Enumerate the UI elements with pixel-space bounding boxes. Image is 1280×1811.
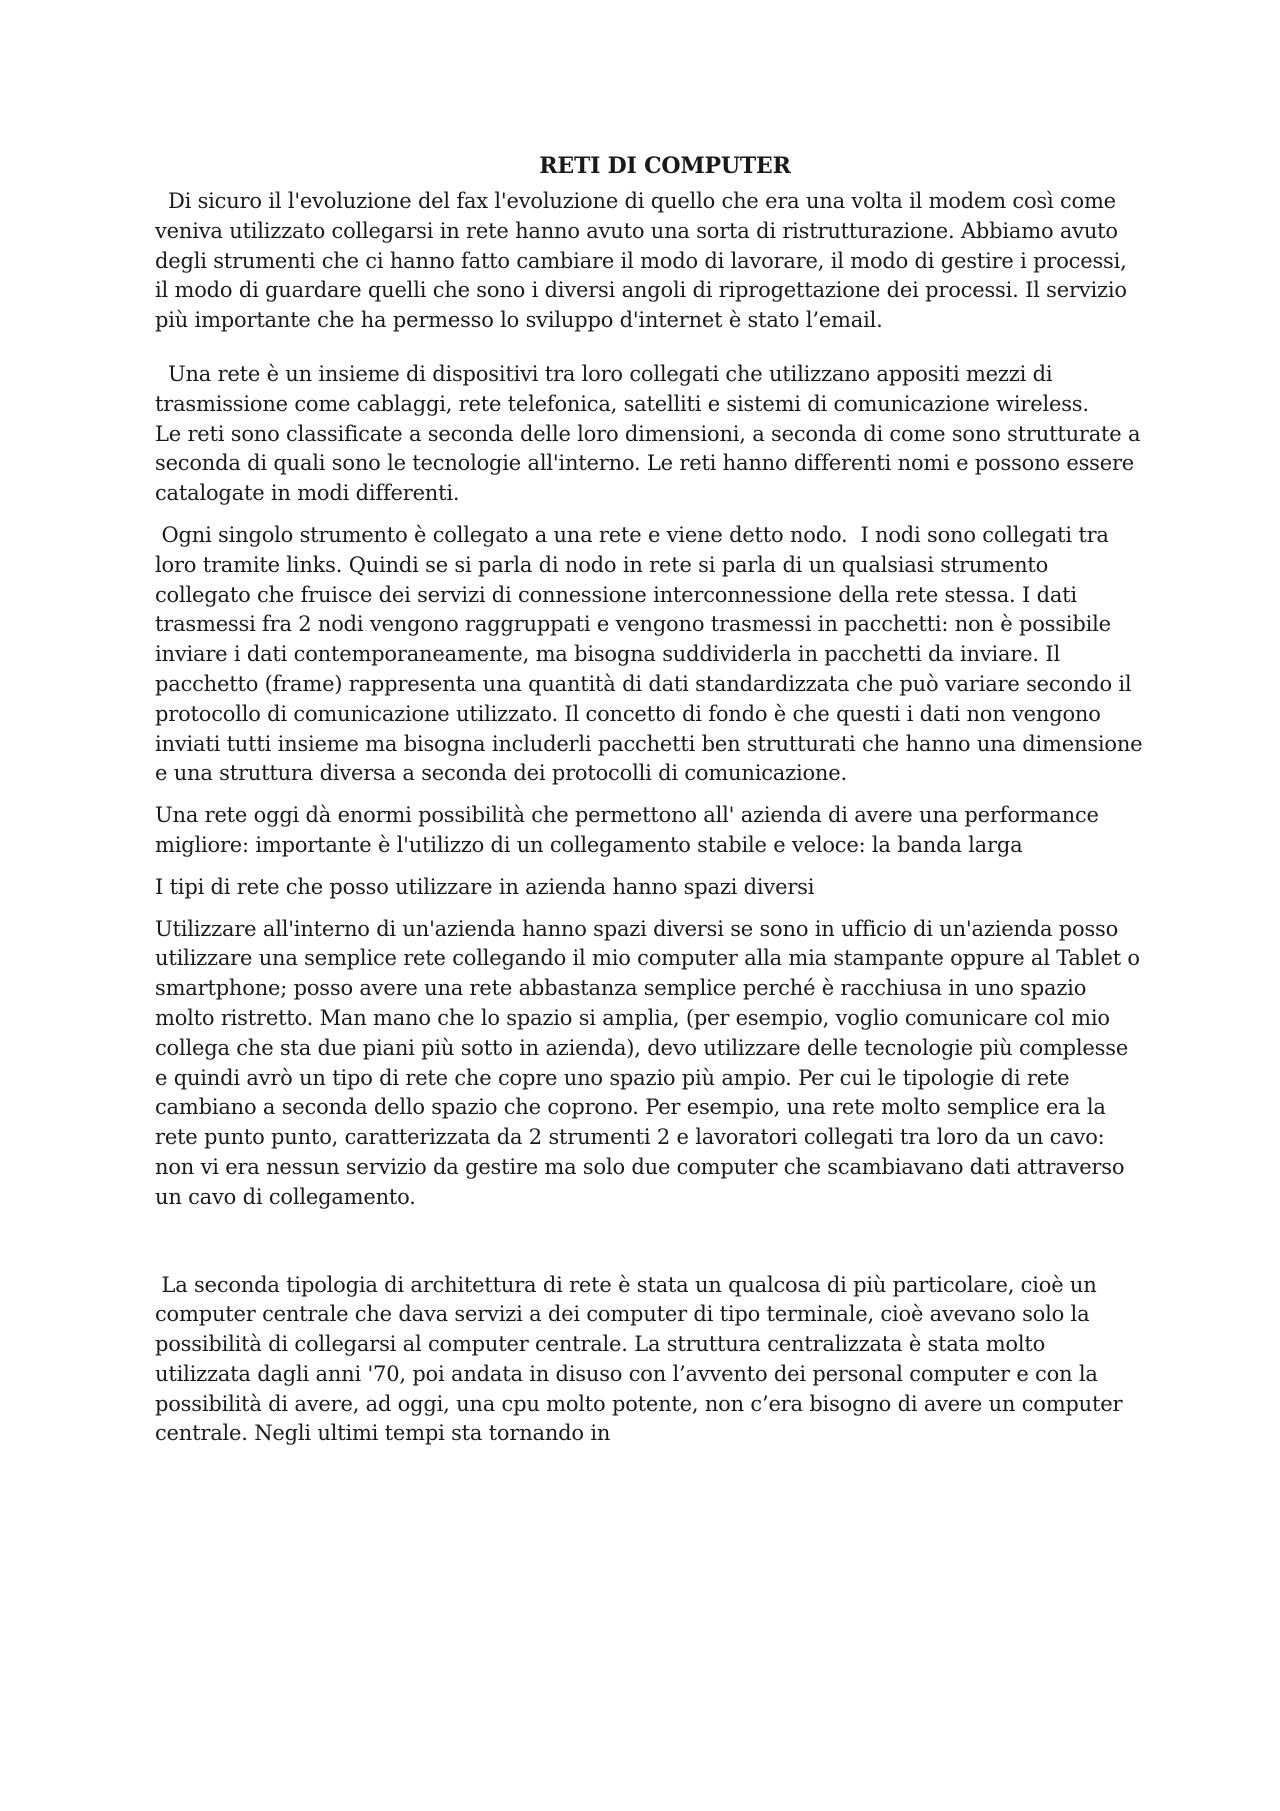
paragraph-2: Una rete è un insieme di dispositivi tra loro collegati che utilizzano appositi mezzi di trasmissione come cablaggi, rete telefonica, satelliti e sistemi di comunicazione wireless. Le reti sono classificate a seconda delle loro dimensioni, a seconda di come sono strutturate a seconda di quali sono le tecnologie all'interno. Le reti hanno differenti nomi e possono essere catalogate in modi differenti. bbox=[155, 361, 1141, 506]
paragraph-spacer bbox=[155, 336, 1145, 360]
paragraph-6: Utilizzare all'interno di un'azienda hanno spazi diversi se sono in ufficio di un'azienda posso utilizzare una semplice rete collegando il mio computer alla mia stampante oppure al Tablet o smartphone; posso avere una rete abbastanza semplice perché è racchiusa in uno spazio molto ristretto. Man mano che lo spazio si amplia, (per esempio, voglio comunicare col mio collega che sta due piani più sotto in azienda), devo utilizzare delle tecnologie più complesse e quindi avrò un tipo di rete che copre uno spazio più ampio. Per cui le tipologie di rete cambiano a seconda dello spazio che coprono. Per esempio, una rete molto semplice era la rete punto punto, caratterizzata da 2 strumenti 2 e lavoratori collegati tra loro da un cavo: non vi era nessun servizio da gestire ma solo due computer che scambiavano dati attraverso un cavo di collegamento. bbox=[155, 916, 1147, 1209]
paragraph-4: Una rete oggi dà enormi possibilità che permettono all' azienda di avere una performance migliore: importante è l'utilizzo di un collegamento stabile e veloce: la banda larga bbox=[155, 803, 1106, 857]
page-title: RETI DI COMPUTER bbox=[539, 153, 791, 179]
paragraph-spacer bbox=[155, 861, 1145, 873]
paragraph-1: Di sicuro il l'evoluzione del fax l'evoluzione di quello che era una volta il modem così come veniva utilizzato collegarsi in rete hanno avuto una sorta di ristrutturazione. Abbiamo avuto degli strumenti che ci hanno fatto cambiare il modo di lavorare, il modo di gestire i processi, il modo di guardare quelli che sono i diversi angoli di riprogettazione dei processi. Il servizio più importante che ha permesso lo sviluppo d'internet è stato l’email. bbox=[155, 189, 1134, 333]
paragraph-3: Ogni singolo strumento è collegato a una rete e viene detto nodo. I nodi sono collegati tra loro tramite links. Quindi se si parla di nodo in rete si parla di un qualsiasi strumento collegato che fruisce dei servizi di connessione interconnessione della rete stessa. I dati trasmessi fra 2 nodi vengono raggruppati e vengono trasmessi in pacchetti: non è possibile inviare i dati contemporaneamente, ma bisogna suddividerla in pacchetti da inviare. Il pacchetto (frame) rappresenta una quantità di dati standardizzata che può variare secondo il protocollo di comunicazione utilizzato. Il concetto di fondo è che questi i dati non vengono inviati tutti insieme ma bisogna includerli pacchetti ben strutturati che hanno una dimensione e una struttura diversa a seconda dei protocolli di comunicazione. bbox=[155, 522, 1149, 786]
paragraph-spacer bbox=[155, 903, 1145, 915]
paragraph-spacer bbox=[155, 1213, 1145, 1271]
paragraph-7: La seconda tipologia di architettura di rete è stata un qualcosa di più particolare, cioè un computer centrale che dava servizi a dei computer di tipo terminale, cioè avevano solo la possibilità di collegarsi al computer centrale. La struttura centralizzata è stata molto utilizzata dagli anni '70, poi andata in disuso con l’avvento dei personal computer e con la possibilità di avere, ad oggi, una cpu molto potente, non c’era bisogno di avere un computer centrale. Negli ultimi tempi sta tornando in bbox=[155, 1272, 1129, 1446]
paragraph-spacer bbox=[155, 509, 1145, 521]
paragraph-spacer bbox=[155, 789, 1145, 801]
paragraph-5: I tipi di rete che posso utilizzare in azienda hanno spazi diversi bbox=[155, 874, 815, 899]
document-body bbox=[155, 151, 1149, 1449]
